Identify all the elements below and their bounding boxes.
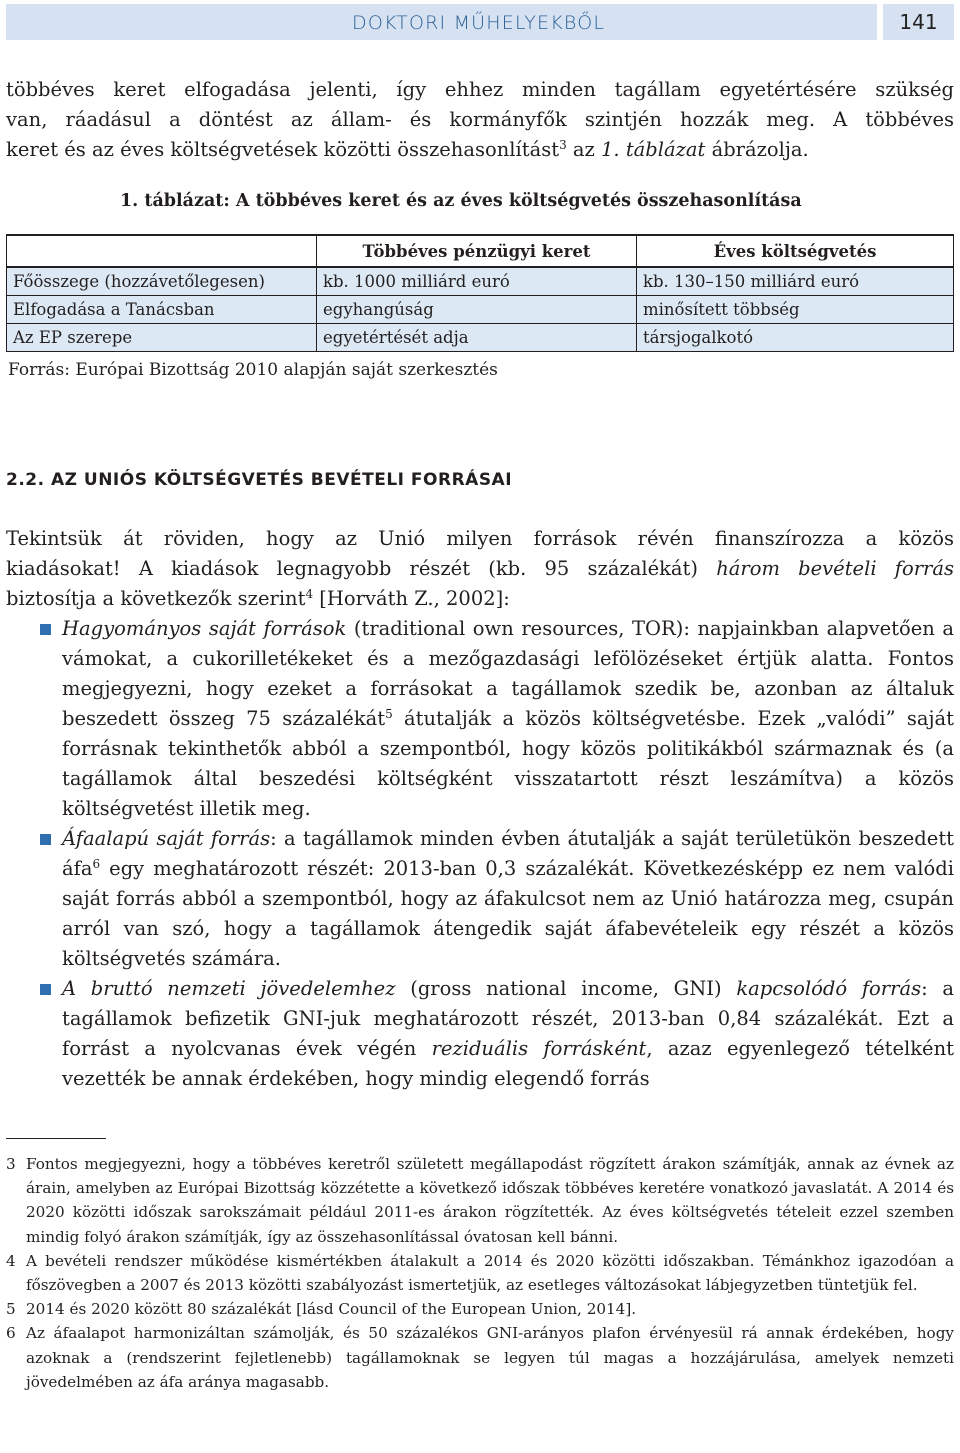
table-header-cell (7, 235, 317, 267)
item-text: : a tagállamok befizetik GNI-juk meghatározott részét, 2013-ban 0,84 százalékát. Ezt a forrást a nyolcvanas évek végén (62, 977, 954, 1060)
emphasis: három bevételi forrás (716, 557, 954, 580)
footnote-text: A bevételi rendszer működése kismértékben átalakult a 2014 és 2020 közötti időszakban. Témánkhoz igazodóan a főszövegben a 2007 és 2013 közötti szabályozást ismertetjük, az esetleges változásokat lábjegyzetben tüntetjük fel. (26, 1251, 954, 1295)
footnote-text: Fontos megjegyezni, hogy a többéves keretről született megállapodást rögzített árakon számítják, annak az évnek az árain, amelyben az Európai Bizottság közzétette a következő időszak többéves keretére vonatkozó javaslatát. A 2014 és 2020 közötti időszak sarokszámait például 2011-es árakon rögzítették. Az éves költségvetés tételeit ezzel szemben mindig folyó árakon számítják, így az összehasonlítással óvatosan kell bánni. (26, 1155, 954, 1246)
intro-text: ábrázolja. (705, 138, 809, 161)
table-header-row (7, 235, 954, 267)
emphasis: reziduális forrásként (431, 1037, 647, 1060)
item-text: (gross national income, GNI) (395, 977, 737, 1000)
table-cell: Az EP szerepe (7, 324, 317, 352)
intro-line: többéves keret elfogadása jelenti, így ehhez minden tagállam egyetértésére szükség (6, 78, 954, 101)
item-title: Áfaalapú saját forrás (62, 827, 271, 850)
table-cell: Főösszege (hozzávetőlegesen) (7, 267, 317, 296)
footnote-number: 4 (6, 1251, 16, 1270)
intro-line (6, 135, 954, 165)
page-number-box (883, 4, 954, 40)
item-title: Hagyományos saját források (62, 617, 347, 640)
list-item (6, 614, 954, 824)
section-heading: 2.2. AZ UNIÓS KÖLTSÉGVETÉS BEVÉTELI FORRÁSAI (6, 470, 513, 490)
list-item (6, 824, 954, 974)
footnote-number: 5 (6, 1300, 16, 1319)
table-row (7, 267, 954, 296)
footnote-ref: 4 (305, 587, 314, 601)
item-text: egy meghatározott részét: 2013-ban 0,3 százalékát. Következésképp ez nem valódi saját forrás abból a szempontból, hogy az áfakulcsot nem az Unió határozza meg, csupán arról van szó, hogy a tagállamok átengedik saját áfabevételeik egy részét a közös költségvetés számára. (62, 857, 954, 970)
footnotes (6, 1152, 954, 1394)
comparison-table (6, 234, 954, 352)
item-text: (traditional own resources, TOR): napjainkban alapvetően a vámokat, a cukorilletékeket és a mezőgazdasági lefölözéseket értjük alatta. Fontos megjegyezni, hogy ezeket a forrásokat a tagállamok szedik be, azonban az általuk beszedett összeg 75 százalékát (62, 617, 954, 730)
running-title: DOKTORI MŰHELYEKBŐL (352, 12, 606, 34)
intro-text: keret és az éves költségvetések közötti összehasonlítást (6, 138, 560, 161)
footnote-number: 6 (6, 1324, 16, 1343)
section-line: Tekintsük át röviden, hogy az Unió milyen források révén finanszírozza a közös (6, 527, 954, 550)
section-text: kiadásokat! A kiadások legnagyobb részét (kb. 95 százalékát) (6, 557, 717, 580)
table-caption: 1. táblázat: A többéves keret és az éves költségvetés összehasonlítása (120, 191, 802, 211)
table-header-cell: Éves költségvetés (637, 235, 954, 267)
intro-text: az (566, 138, 602, 161)
table-cell: egyetértését adja (317, 324, 637, 352)
header-band (6, 4, 877, 40)
table-row (7, 324, 954, 352)
item-text: : a tagállamok minden évben átutalják a saját területükön beszedett áfa (62, 827, 954, 880)
square-bullet-icon (40, 834, 51, 845)
table-cell: kb. 130–150 milliárd euró (637, 267, 954, 296)
footnote (6, 1297, 954, 1321)
table-cell: Elfogadása a Tanácsban (7, 296, 317, 324)
footnote-ref: 3 (559, 138, 567, 152)
table-header-cell: Többéves pénzügyi keret (317, 235, 637, 267)
item-text: , azaz egyenlegező tételként vezették be annak érdekében, hogy mindig elegendő forrás (62, 1037, 954, 1090)
footnote-ref: 5 (385, 707, 393, 721)
item-text: átutalják a közös költségvetésbe. Ezek „valódi” saját forrásnak tekinthetők abból a szempontból, hogy közös politikákból származnak és (a tagállamok által beszedési költségként visszatartott részt leszámítva) a közös költségvetést illetik meg. (62, 707, 954, 820)
footnote (6, 1249, 954, 1297)
footnote-text: Az áfaalapot harmonizáltan számolják, és 50 százalékos GNI-arányos plafon érvényesül rá annak érdekében, hogy azoknak a (rendszerint fejletlenebb) tagállamoknak se legyen túl magas a hozzájárulása, amelyek nemzeti jövedelmében az áfa aránya magasabb. (26, 1324, 954, 1391)
footnote (6, 1152, 954, 1249)
table-cell: egyhangúság (317, 296, 637, 324)
table-reference: 1. táblázat (601, 138, 706, 161)
section-paragraph (6, 524, 954, 614)
square-bullet-icon (40, 624, 51, 635)
section-text: [Horváth Z., 2002]: (313, 587, 510, 610)
square-bullet-icon (40, 984, 51, 995)
table-source: Forrás: Európai Bizottság 2010 alapján saját szerkesztés (8, 360, 498, 380)
section-line (6, 584, 954, 614)
section-line (6, 554, 954, 584)
footnote-ref: 6 (92, 857, 101, 871)
footnote (6, 1321, 954, 1394)
item-title: A bruttó nemzeti jövedelemhez (62, 977, 396, 1000)
table-cell: kb. 1000 milliárd euró (317, 267, 637, 296)
footnote-text: 2014 és 2020 között 80 százalékát [lásd Council of the European Union, 2014]. (26, 1300, 637, 1319)
emphasis: kapcsolódó forrás (736, 977, 922, 1000)
intro-line: van, ráadásul a döntést az állam- és kormányfők szintjén hozzák meg. A többéves (6, 108, 954, 131)
intro-paragraph (6, 75, 954, 165)
revenue-sources-list (6, 614, 954, 1094)
page-number: 141 (899, 10, 938, 34)
table-cell: társjogalkotó (637, 324, 954, 352)
section-text: biztosítja a következők szerint (6, 587, 306, 610)
table-cell: minősített többség (637, 296, 954, 324)
list-item (6, 974, 954, 1094)
table-row (7, 296, 954, 324)
footnote-divider (6, 1138, 106, 1139)
running-header (6, 4, 954, 40)
footnote-number: 3 (6, 1155, 16, 1173)
